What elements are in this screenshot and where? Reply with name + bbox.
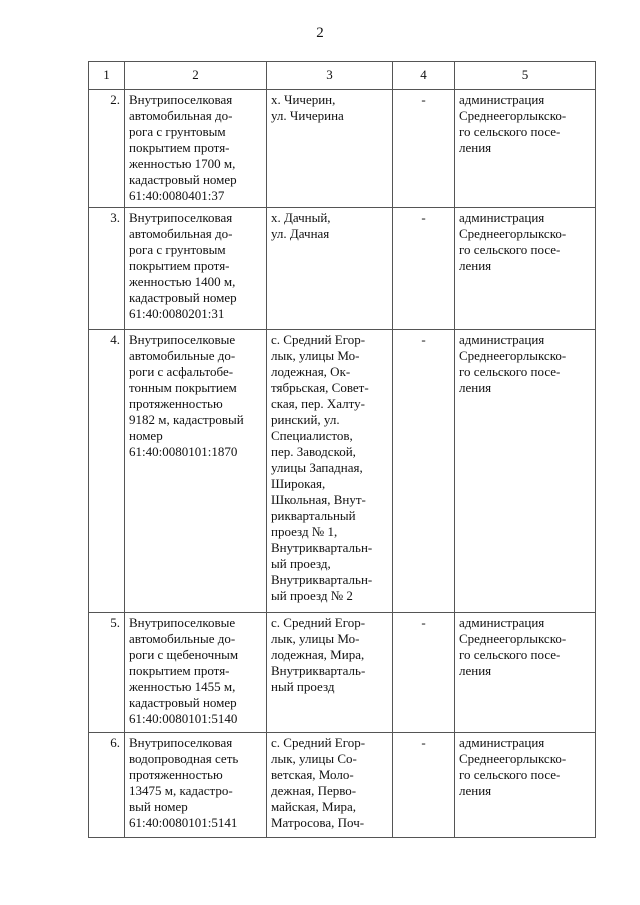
- table-row: [89, 330, 596, 613]
- object-description: Внутрипоселковые автомобильные до- роги с щебеночным покрытием протя- женностью 1455 м, кадастровый номер 61:40:0080101:5140: [125, 613, 267, 733]
- row-number: 5.: [89, 613, 125, 733]
- object-location: х. Дачный, ул. Дачная: [267, 208, 393, 330]
- column-header-1: 1: [89, 62, 125, 90]
- page-number: 2: [316, 25, 324, 41]
- object-description: Внутрипоселковая водопроводная сеть протяженностью 13475 м, кадастро- вый номер 61:40:0080101:5141: [125, 733, 267, 838]
- right-type: -: [393, 330, 455, 613]
- object-location: с. Средний Егор- лык, улицы Мо- лодежная, Мира, Внутрикварталь- ный проезд: [267, 613, 393, 733]
- column-header-4: 4: [393, 62, 455, 90]
- table-row: [89, 733, 596, 838]
- column-header-2: 2: [125, 62, 267, 90]
- right-holder: администрация Среднеегорлыкско- го сельского посе- ления: [455, 208, 596, 330]
- right-holder: администрация Среднеегорлыкско- го сельского посе- ления: [455, 613, 596, 733]
- table-row: [89, 208, 596, 330]
- right-type: -: [393, 613, 455, 733]
- right-type: -: [393, 733, 455, 838]
- object-description: Внутрипоселковые автомобильные до- роги с асфальтобе- тонным покрытием протяженностью 9182 м, кадастровый номер 61:40:0080101:1870: [125, 330, 267, 613]
- row-number: 6.: [89, 733, 125, 838]
- right-holder: администрация Среднеегорлыкско- го сельского посе- ления: [455, 90, 596, 208]
- property-registry-table: [88, 61, 596, 838]
- object-description: Внутрипоселковая автомобильная до- рога с грунтовым покрытием протя- женностью 1400 м, кадастровый номер 61:40:0080201:31: [125, 208, 267, 330]
- column-header-3: 3: [267, 62, 393, 90]
- object-location: с. Средний Егор- лык, улицы Мо- лодежная, Ок- тябрьская, Совет- ская, пер. Халту- ринский, ул. Специалистов, пер. Заводской, улицы Западная, Широкая, Школьная, Внут- риквартальный проезд № 1, Внутриквартальн- ый проезд, Внутриквартальн- ый проезд № 2: [267, 330, 393, 613]
- column-header-5: 5: [455, 62, 596, 90]
- header-row: [89, 62, 596, 90]
- table-row: [89, 613, 596, 733]
- row-number: 4.: [89, 330, 125, 613]
- row-number: 2.: [89, 90, 125, 208]
- right-holder: администрация Среднеегорлыкско- го сельского посе- ления: [455, 733, 596, 838]
- table-row: [89, 90, 596, 208]
- right-type: -: [393, 90, 455, 208]
- object-location: х. Чичерин, ул. Чичерина: [267, 90, 393, 208]
- object-location: с. Средний Егор- лык, улицы Со- ветская, Моло- дежная, Перво- майская, Мира, Матросова, Поч-: [267, 733, 393, 838]
- row-number: 3.: [89, 208, 125, 330]
- right-holder: администрация Среднеегорлыкско- го сельского посе- ления: [455, 330, 596, 613]
- object-description: Внутрипоселковая автомобильная до- рога с грунтовым покрытием протя- женностью 1700 м, кадастровый номер 61:40:0080401:37: [125, 90, 267, 208]
- right-type: -: [393, 208, 455, 330]
